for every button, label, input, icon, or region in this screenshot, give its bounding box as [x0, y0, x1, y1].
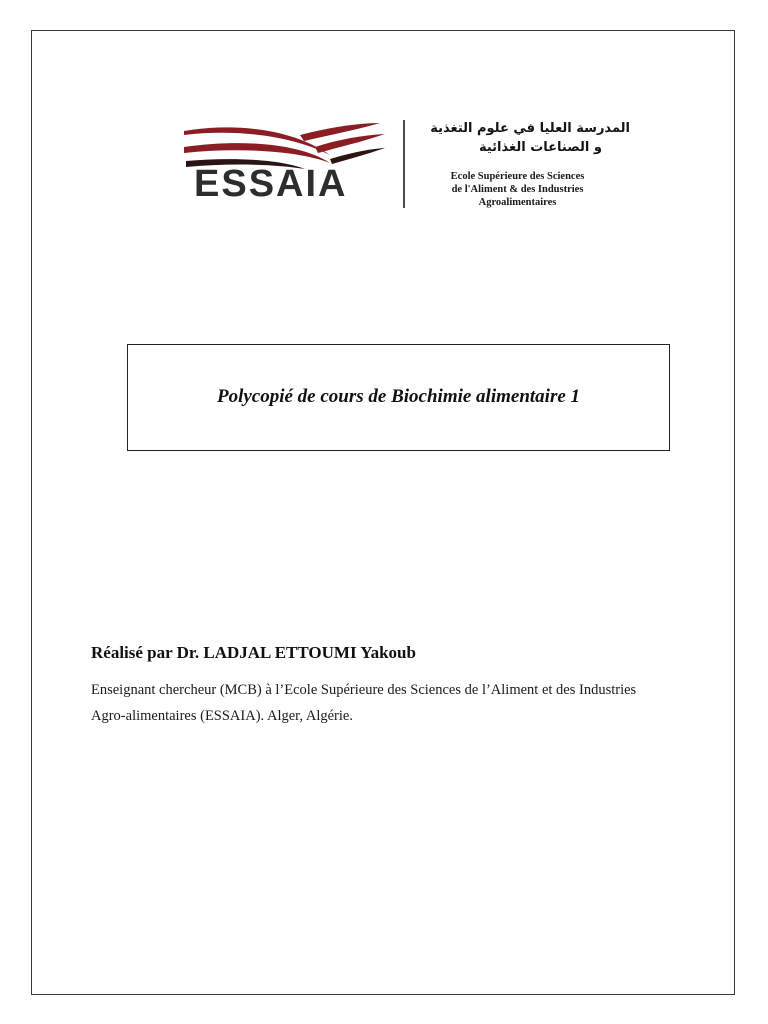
logo-arabic-name — [420, 119, 630, 157]
swoosh-stroke-6 — [330, 148, 385, 164]
logo-french-line-1: Ecole Supérieure des Sciences — [450, 171, 585, 182]
logo-divider — [403, 120, 405, 208]
logo-french-line-2: de l'Aliment & des Industries — [451, 184, 584, 195]
affiliation-line-1: Enseignant chercheur (MCB) à l’Ecole Supérieure des Sciences de l’Aliment et des Industries — [91, 682, 637, 698]
essaia-logo — [180, 115, 630, 215]
logo-arabic-line-1: المدرسة العليا في علوم التغذية — [430, 121, 630, 136]
author-affiliation — [91, 677, 691, 729]
document-title: Polycopié de cours de Biochimie alimentaire 1 — [216, 385, 581, 407]
author-line: Réalisé par Dr. LADJAL ETTOUMI Yakoub — [91, 643, 416, 662]
affiliation-line-2: Agro-alimentaires (ESSAIA). Alger, Algérie. — [91, 708, 353, 724]
logo-french-line-3: Agroalimentaires — [478, 197, 557, 208]
logo-french-name — [420, 170, 615, 209]
logo-arabic-line-2: و الصناعات الغذائية — [478, 140, 602, 155]
title-box — [127, 344, 670, 451]
logo-wordmark: ESSAIA — [194, 163, 348, 205]
